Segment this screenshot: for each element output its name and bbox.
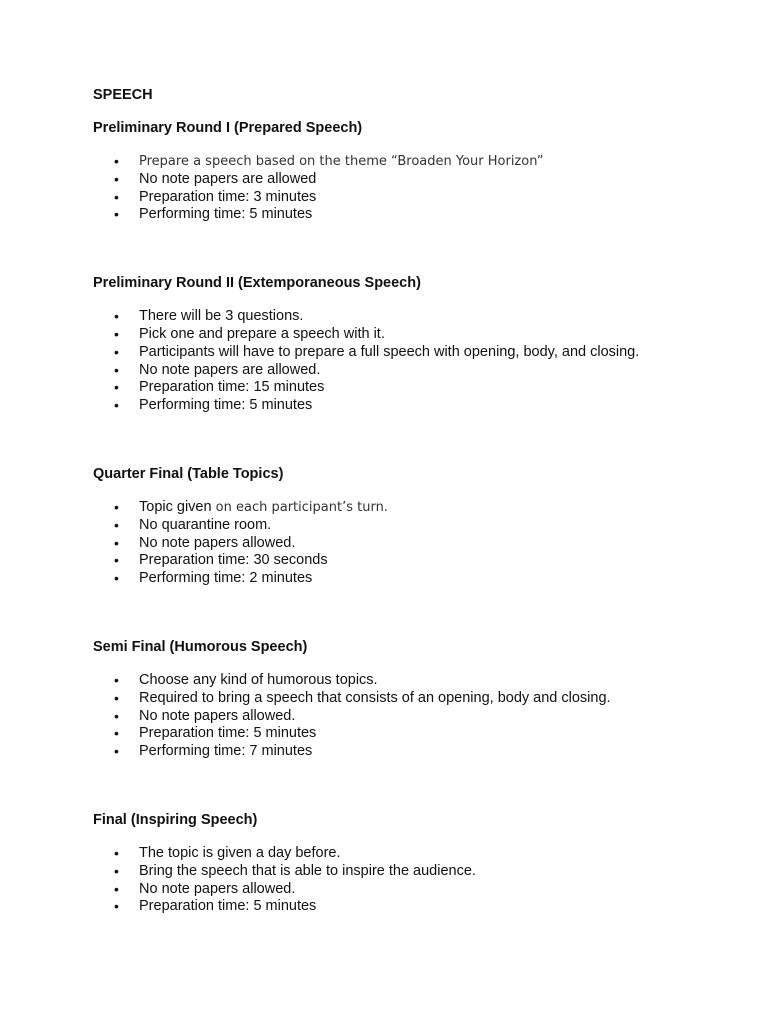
bullet-icon: • xyxy=(114,898,119,915)
section-heading: Preliminary Round II (Extemporaneous Speech) xyxy=(93,275,421,292)
bullet-icon: • xyxy=(114,397,119,414)
section-heading: Quarter Final (Table Topics) xyxy=(93,465,284,482)
list-item-text: No quarantine room. xyxy=(139,516,272,533)
list-item-text: Preparation time: 5 minutes xyxy=(139,725,317,742)
list-item xyxy=(93,171,733,189)
list-item xyxy=(93,898,733,916)
list-item-text: Preparation time: 30 seconds xyxy=(139,552,328,569)
list-item xyxy=(93,153,733,171)
bullet-list xyxy=(93,672,733,761)
list-item xyxy=(93,397,733,415)
section-spacer xyxy=(93,588,733,638)
bullet-icon: • xyxy=(114,498,119,515)
section-heading: Semi Final (Humorous Speech) xyxy=(93,638,308,655)
bullet-icon: • xyxy=(114,844,119,861)
bullet-icon: • xyxy=(114,343,119,360)
section-quarter-final xyxy=(93,465,733,638)
bullet-icon: • xyxy=(114,516,119,533)
bullet-icon: • xyxy=(114,308,119,325)
list-item-text: Preparation time: 15 minutes xyxy=(139,379,325,396)
list-item xyxy=(93,535,733,553)
document-title: SPEECH xyxy=(93,87,153,103)
list-item xyxy=(93,517,733,535)
list-item-text: Performing time: 7 minutes xyxy=(139,743,313,760)
list-item-text: No note papers are allowed xyxy=(139,170,317,187)
section-spacer xyxy=(93,415,733,465)
list-item-text: Topic given xyxy=(139,498,212,515)
list-item-text: No note papers are allowed. xyxy=(139,361,321,378)
list-item xyxy=(93,863,733,881)
bullet-icon: • xyxy=(114,743,119,760)
list-item xyxy=(93,362,733,380)
section-semi-final xyxy=(93,638,733,811)
list-item-text: No note papers allowed. xyxy=(139,534,296,551)
list-item xyxy=(93,672,733,690)
document-body xyxy=(93,86,733,916)
bullet-icon: • xyxy=(114,188,119,205)
list-item-text: Participants will have to prepare a full speech with opening, body, and closing. xyxy=(139,343,640,360)
list-item xyxy=(93,881,733,899)
list-item-text: Required to bring a speech that consists of an opening, body and closing. xyxy=(139,689,611,706)
list-item-text: Preparation time: 5 minutes xyxy=(139,898,317,915)
list-item-text: No note papers allowed. xyxy=(139,880,296,897)
list-item xyxy=(93,344,733,362)
bullet-icon: • xyxy=(114,361,119,378)
list-item xyxy=(93,206,733,224)
bullet-list xyxy=(93,845,733,916)
list-item xyxy=(93,743,733,761)
bullet-icon: • xyxy=(114,170,119,187)
bullet-icon: • xyxy=(114,570,119,587)
bullet-icon: • xyxy=(114,206,119,223)
list-item-text: Bring the speech that is able to inspire the audience. xyxy=(139,862,476,879)
bullet-icon: • xyxy=(114,707,119,724)
list-item-text: The topic is given a day before. xyxy=(139,844,341,861)
list-item xyxy=(93,708,733,726)
list-item xyxy=(93,308,733,326)
bullet-icon: • xyxy=(114,862,119,879)
bullet-list xyxy=(93,308,733,415)
list-item xyxy=(93,379,733,397)
list-item-text: There will be 3 questions. xyxy=(139,308,304,325)
list-item-text: Performing time: 5 minutes xyxy=(139,397,313,414)
list-item-text: Performing time: 2 minutes xyxy=(139,570,313,587)
list-item xyxy=(93,570,733,588)
section-heading: Final (Inspiring Speech) xyxy=(93,811,258,828)
bullet-icon: • xyxy=(114,153,119,169)
bullet-icon: • xyxy=(114,725,119,742)
list-item xyxy=(93,326,733,344)
list-item-text-extra: on each participant’s turn. xyxy=(211,499,388,515)
list-item-text: Choose any kind of humorous topics. xyxy=(139,671,378,688)
section-preliminary-round-1 xyxy=(93,119,733,274)
bullet-icon: • xyxy=(114,379,119,396)
list-item xyxy=(93,552,733,570)
section-heading: Preliminary Round I (Prepared Speech) xyxy=(93,120,363,136)
list-item xyxy=(93,845,733,863)
section-spacer xyxy=(93,761,733,811)
list-item-text: Prepare a speech based on the theme “Broaden Your Horizon” xyxy=(139,154,544,169)
section-preliminary-round-2 xyxy=(93,274,733,465)
list-item-text: Performing time: 5 minutes xyxy=(139,206,313,223)
bullet-icon: • xyxy=(114,689,119,706)
bullet-icon: • xyxy=(114,552,119,569)
list-item-text: Pick one and prepare a speech with it. xyxy=(139,325,385,342)
list-item-text: Preparation time: 3 minutes xyxy=(139,188,317,205)
bullet-icon: • xyxy=(114,534,119,551)
list-item xyxy=(93,499,733,517)
section-final xyxy=(93,811,733,916)
bullet-list xyxy=(93,499,733,588)
bullet-icon: • xyxy=(114,325,119,342)
section-spacer xyxy=(93,224,733,274)
list-item xyxy=(93,189,733,207)
bullet-list xyxy=(93,153,733,224)
list-item xyxy=(93,690,733,708)
bullet-icon: • xyxy=(114,671,119,688)
bullet-icon: • xyxy=(114,880,119,897)
list-item xyxy=(93,725,733,743)
list-item-text: No note papers allowed. xyxy=(139,707,296,724)
